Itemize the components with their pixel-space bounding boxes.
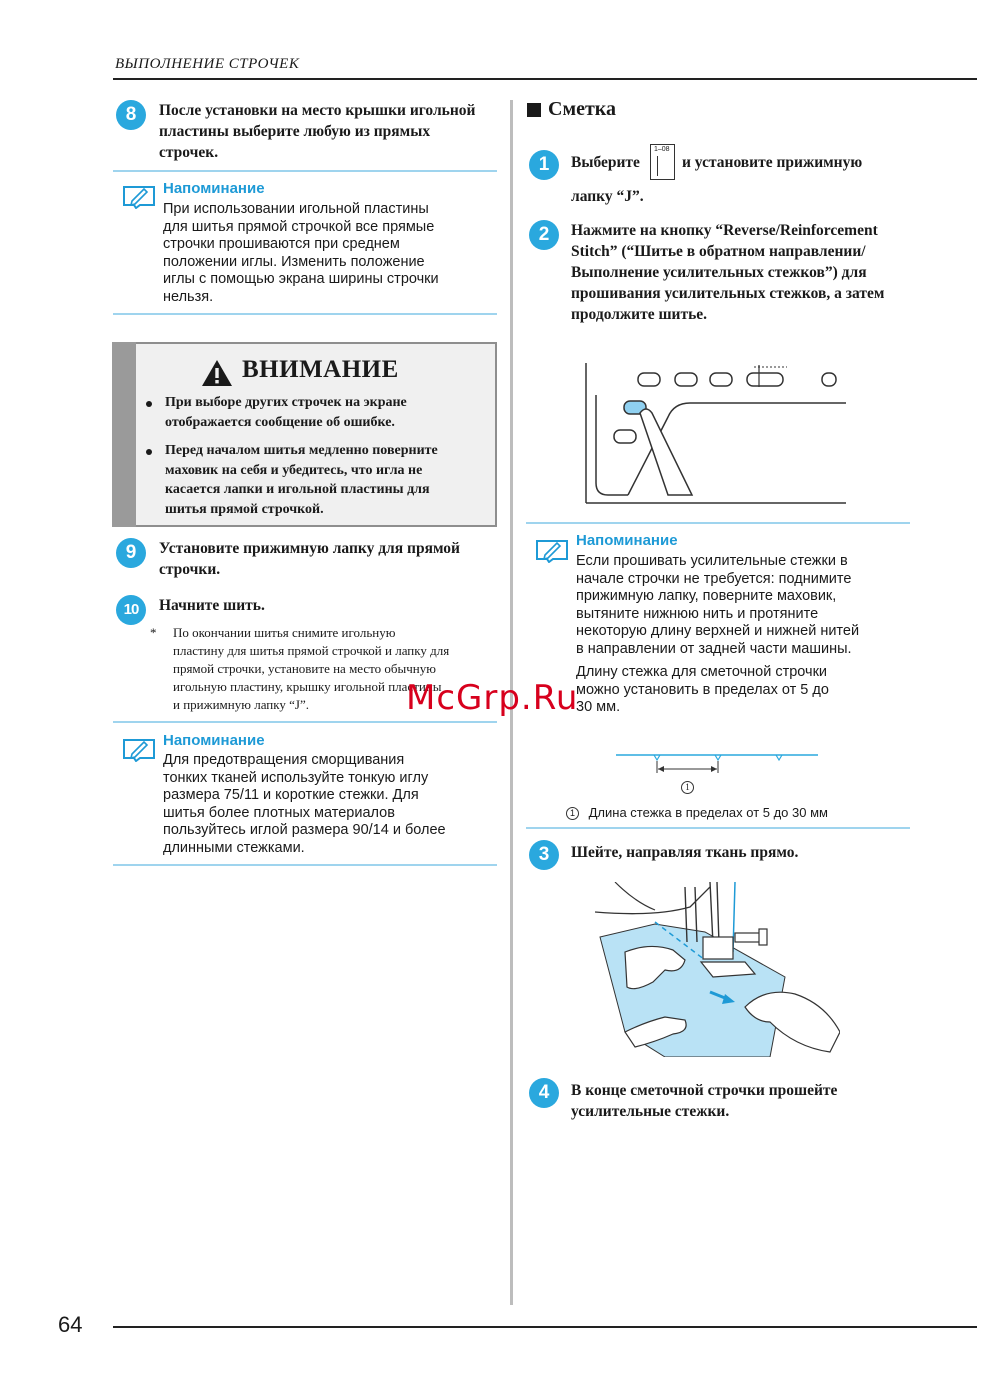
footer-rule <box>113 1326 977 1328</box>
step-3-text: Шейте, направляя ткань прямо. <box>571 844 799 861</box>
step-4-text: В конце сметочной строчки прошейте усилительные стежки. <box>571 1082 838 1120</box>
section-marker <box>527 103 541 117</box>
step-3-number: 3 <box>529 840 559 870</box>
stitch-length-diagram <box>614 747 820 797</box>
step-2-number: 2 <box>529 220 559 250</box>
warning-title: ВНИМАНИЕ <box>242 356 399 383</box>
warning-side-bar <box>112 342 136 527</box>
note-1-title: Напоминание <box>163 180 265 197</box>
page-number: 64 <box>58 1312 83 1337</box>
divider <box>113 864 497 866</box>
divider <box>113 721 497 723</box>
divider <box>113 170 497 172</box>
step-9-number: 9 <box>116 538 146 568</box>
step-8-text: После установки на место крышки игольной пластины выберите любую из прямых строчек. <box>159 102 476 161</box>
sewing-fabric-illustration <box>595 882 840 1057</box>
step-10-number: 10 <box>116 595 146 625</box>
note-2-body: Для предотвращения сморщивания тонких тканей используйте тонкую иглу размера 75/11 и короткие стежки. Для шитья более плотных материалов пользуйтесь иглой размера 90/14 и более длинными стежками. <box>163 752 446 856</box>
step-1-text-b: и установите прижимную <box>682 154 863 171</box>
watermark: McGrp.Ru <box>406 678 579 718</box>
warning-triangle-icon <box>200 358 234 388</box>
divider <box>526 827 910 829</box>
warning-item-1: При выборе других строчек на экране отображается сообщение об ошибке. <box>165 395 407 430</box>
divider <box>113 313 497 315</box>
step-10-text: Начните шить. <box>159 597 265 614</box>
stitch-1-08-icon: 1–08 <box>650 144 675 180</box>
note-2-title: Напоминание <box>163 732 265 749</box>
header-rule <box>113 78 977 80</box>
note-3-body-2: Длину стежка для сметочной строчки можно установить в пределах от 5 до 30 мм. <box>576 664 829 716</box>
bullet <box>146 449 152 455</box>
step-9-text: Установите прижимную лапку для прямой строчки. <box>159 540 460 578</box>
diagram-marker: 1 <box>681 778 694 796</box>
footnote-text: По окончании шитья снимите игольную пластину для шитья прямой строчкой и лапку для прямой строчки, установите на место обычную игольную пластину, крышку игольной пластины и прижимную лапку “J”. <box>173 625 450 712</box>
memo-note-icon <box>535 537 569 563</box>
running-header: ВЫПОЛНЕНИЕ СТРОЧЕК <box>115 56 300 72</box>
note-3-title: Напоминание <box>576 532 678 549</box>
bullet <box>146 401 152 407</box>
memo-note-icon <box>122 183 156 209</box>
note-3-body: Если прошивать усилительные стежки в начале строчки не требуется: поднимите прижимную лапку, поверните маховик, вытяните нижнюю нить и протяните некоторую длину верхней и нижней нитей в направлении от задней части машины. <box>576 553 860 657</box>
divider <box>526 522 910 524</box>
diagram-caption: 1 Длина стежка в пределах от 5 до 30 мм <box>566 805 828 820</box>
footnote-mark: * <box>150 625 157 640</box>
step-8-number: 8 <box>116 100 146 130</box>
step-2-text: Нажмите на кнопку “Reverse/Reinforcement Stitch” (“Шитье в обратном направлении/ Выполнение усилительных стежков”) для прошивания усилительных стежков, а затем продолжите шитье. <box>571 222 885 323</box>
step-4-number: 4 <box>529 1078 559 1108</box>
step-1-text-c: лапку “J”. <box>571 188 644 205</box>
reverse-button-illustration <box>582 355 846 507</box>
memo-note-icon <box>122 736 156 762</box>
warning-item-2: Перед началом шитья медленно поверните маховик на себя и убедитесь, что игла не касается лапки и игольной пластины для шитья прямой строчкой. <box>165 443 438 517</box>
section-title: Сметка <box>548 98 616 120</box>
step-1-text-a: Выберите <box>571 154 640 171</box>
step-1-number: 1 <box>529 150 559 180</box>
note-1-body: При использовании игольной пластины для шитья прямой строчкой все прямые строчки прошиваются при среднем положении иглы. Изменить положение иглы с помощью экрана ширины строчки нельзя. <box>163 201 439 305</box>
